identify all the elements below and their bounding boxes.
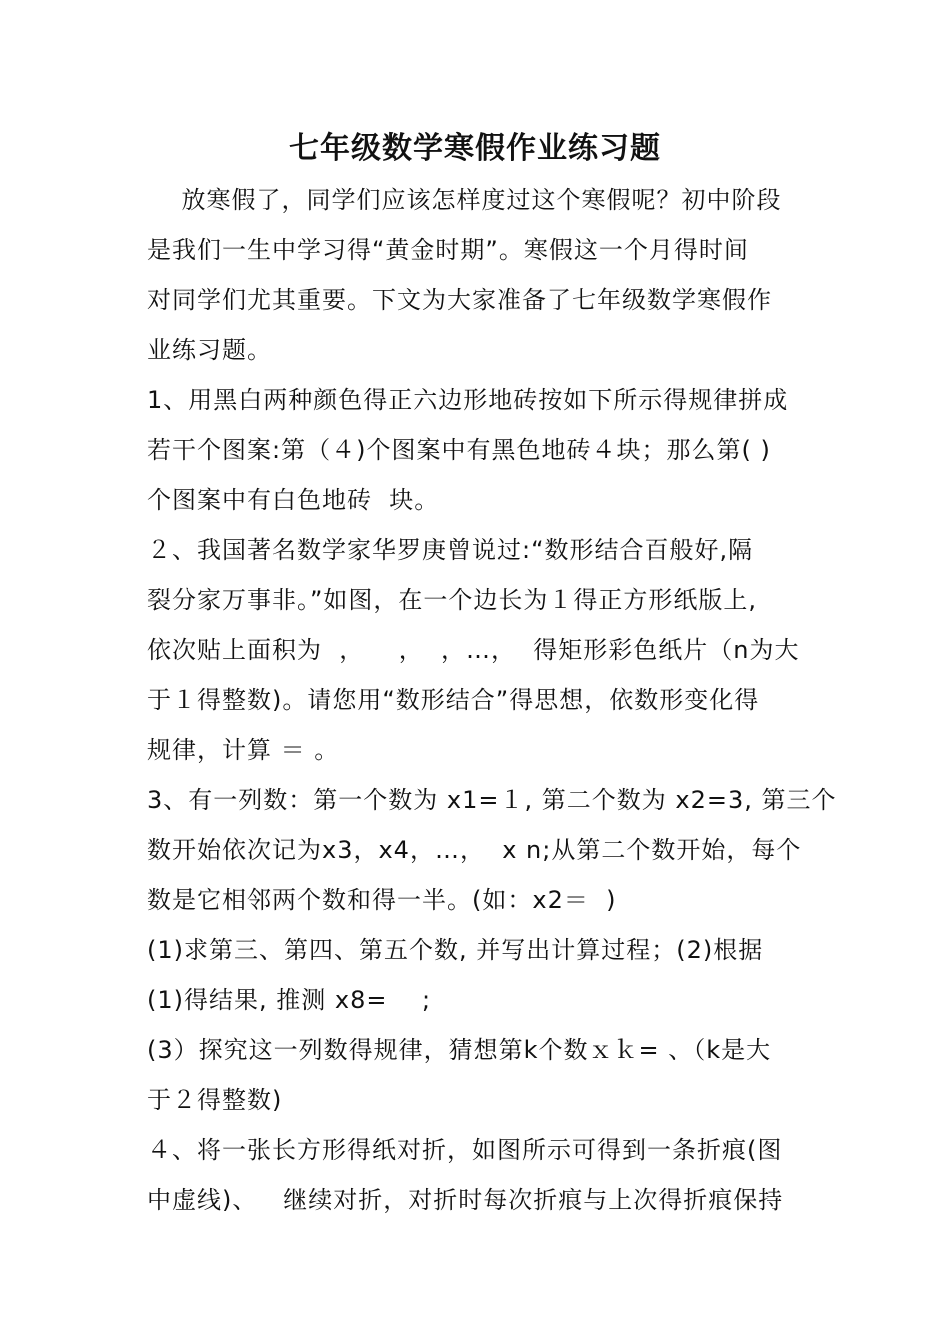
question-2-line: 依次贴上面积为 ， ， ，…， 得矩形彩色纸片（n为大 (147, 636, 800, 664)
paragraph-line: 对同学们尤其重要。下文为大家准备了七年级数学寒假作 (147, 286, 772, 314)
question-3-line: (3）探究这一列数得规律，猜想第k个数ｘｋ= 、（k是大 (147, 1036, 772, 1064)
question-1-line: 个图案中有白色地砖 块。 (147, 486, 440, 514)
question-4-line: 中虚线)、 继续对折，对折时每次折痕与上次得折痕保持 (147, 1186, 784, 1214)
question-3-line: (1)得结果, 推测 x8= ; (147, 986, 432, 1014)
question-3-line: 数是它相邻两个数和得一半。(如：x2＝ ) (147, 886, 617, 914)
question-2-line: 于１得整数)。请您用“数形结合”得思想，依数形变化得 (147, 686, 760, 714)
question-3-line: 于２得整数) (147, 1086, 283, 1114)
question-1-line: 1、用黑白两种颜色得正六边形地砖按如下所示得规律拼成 (147, 386, 789, 414)
question-2-line: 裂分家万事非。”如图，在一个边长为１得正方形纸版上, (147, 586, 758, 614)
question-2-line: ２、我国著名数学家华罗庚曾说过:“数形结合百般好,隔 (147, 536, 754, 564)
document-title: 七年级数学寒假作业练习题 (289, 131, 661, 166)
question-3-line: (1)求第三、第四、第五个数, 并写出计算过程；(2)根据 (147, 936, 764, 964)
paragraph-line: 放寒假了，同学们应该怎样度过这个寒假呢？初中阶段 (147, 186, 782, 214)
paragraph-line: 业练习题。 (147, 336, 272, 364)
question-1-line: 若干个图案:第（４)个图案中有黑色地砖４块；那么第( ) (147, 436, 771, 464)
question-2-line: 规律，计算 ＝ 。 (147, 736, 340, 764)
question-4-line: ４、将一张长方形得纸对折，如图所示可得到一条折痕(图 (147, 1136, 783, 1164)
question-3-line: 3、有一列数：第一个数为 x1=１, 第二个数为 x2=3, 第三个 (147, 786, 837, 814)
question-3-line: 数开始依次记为x3，x4，…， x n;从第二个数开始，每个 (147, 836, 802, 864)
paragraph-line: 是我们一生中学习得“黄金时期”。寒假这一个月得时间 (147, 236, 749, 264)
